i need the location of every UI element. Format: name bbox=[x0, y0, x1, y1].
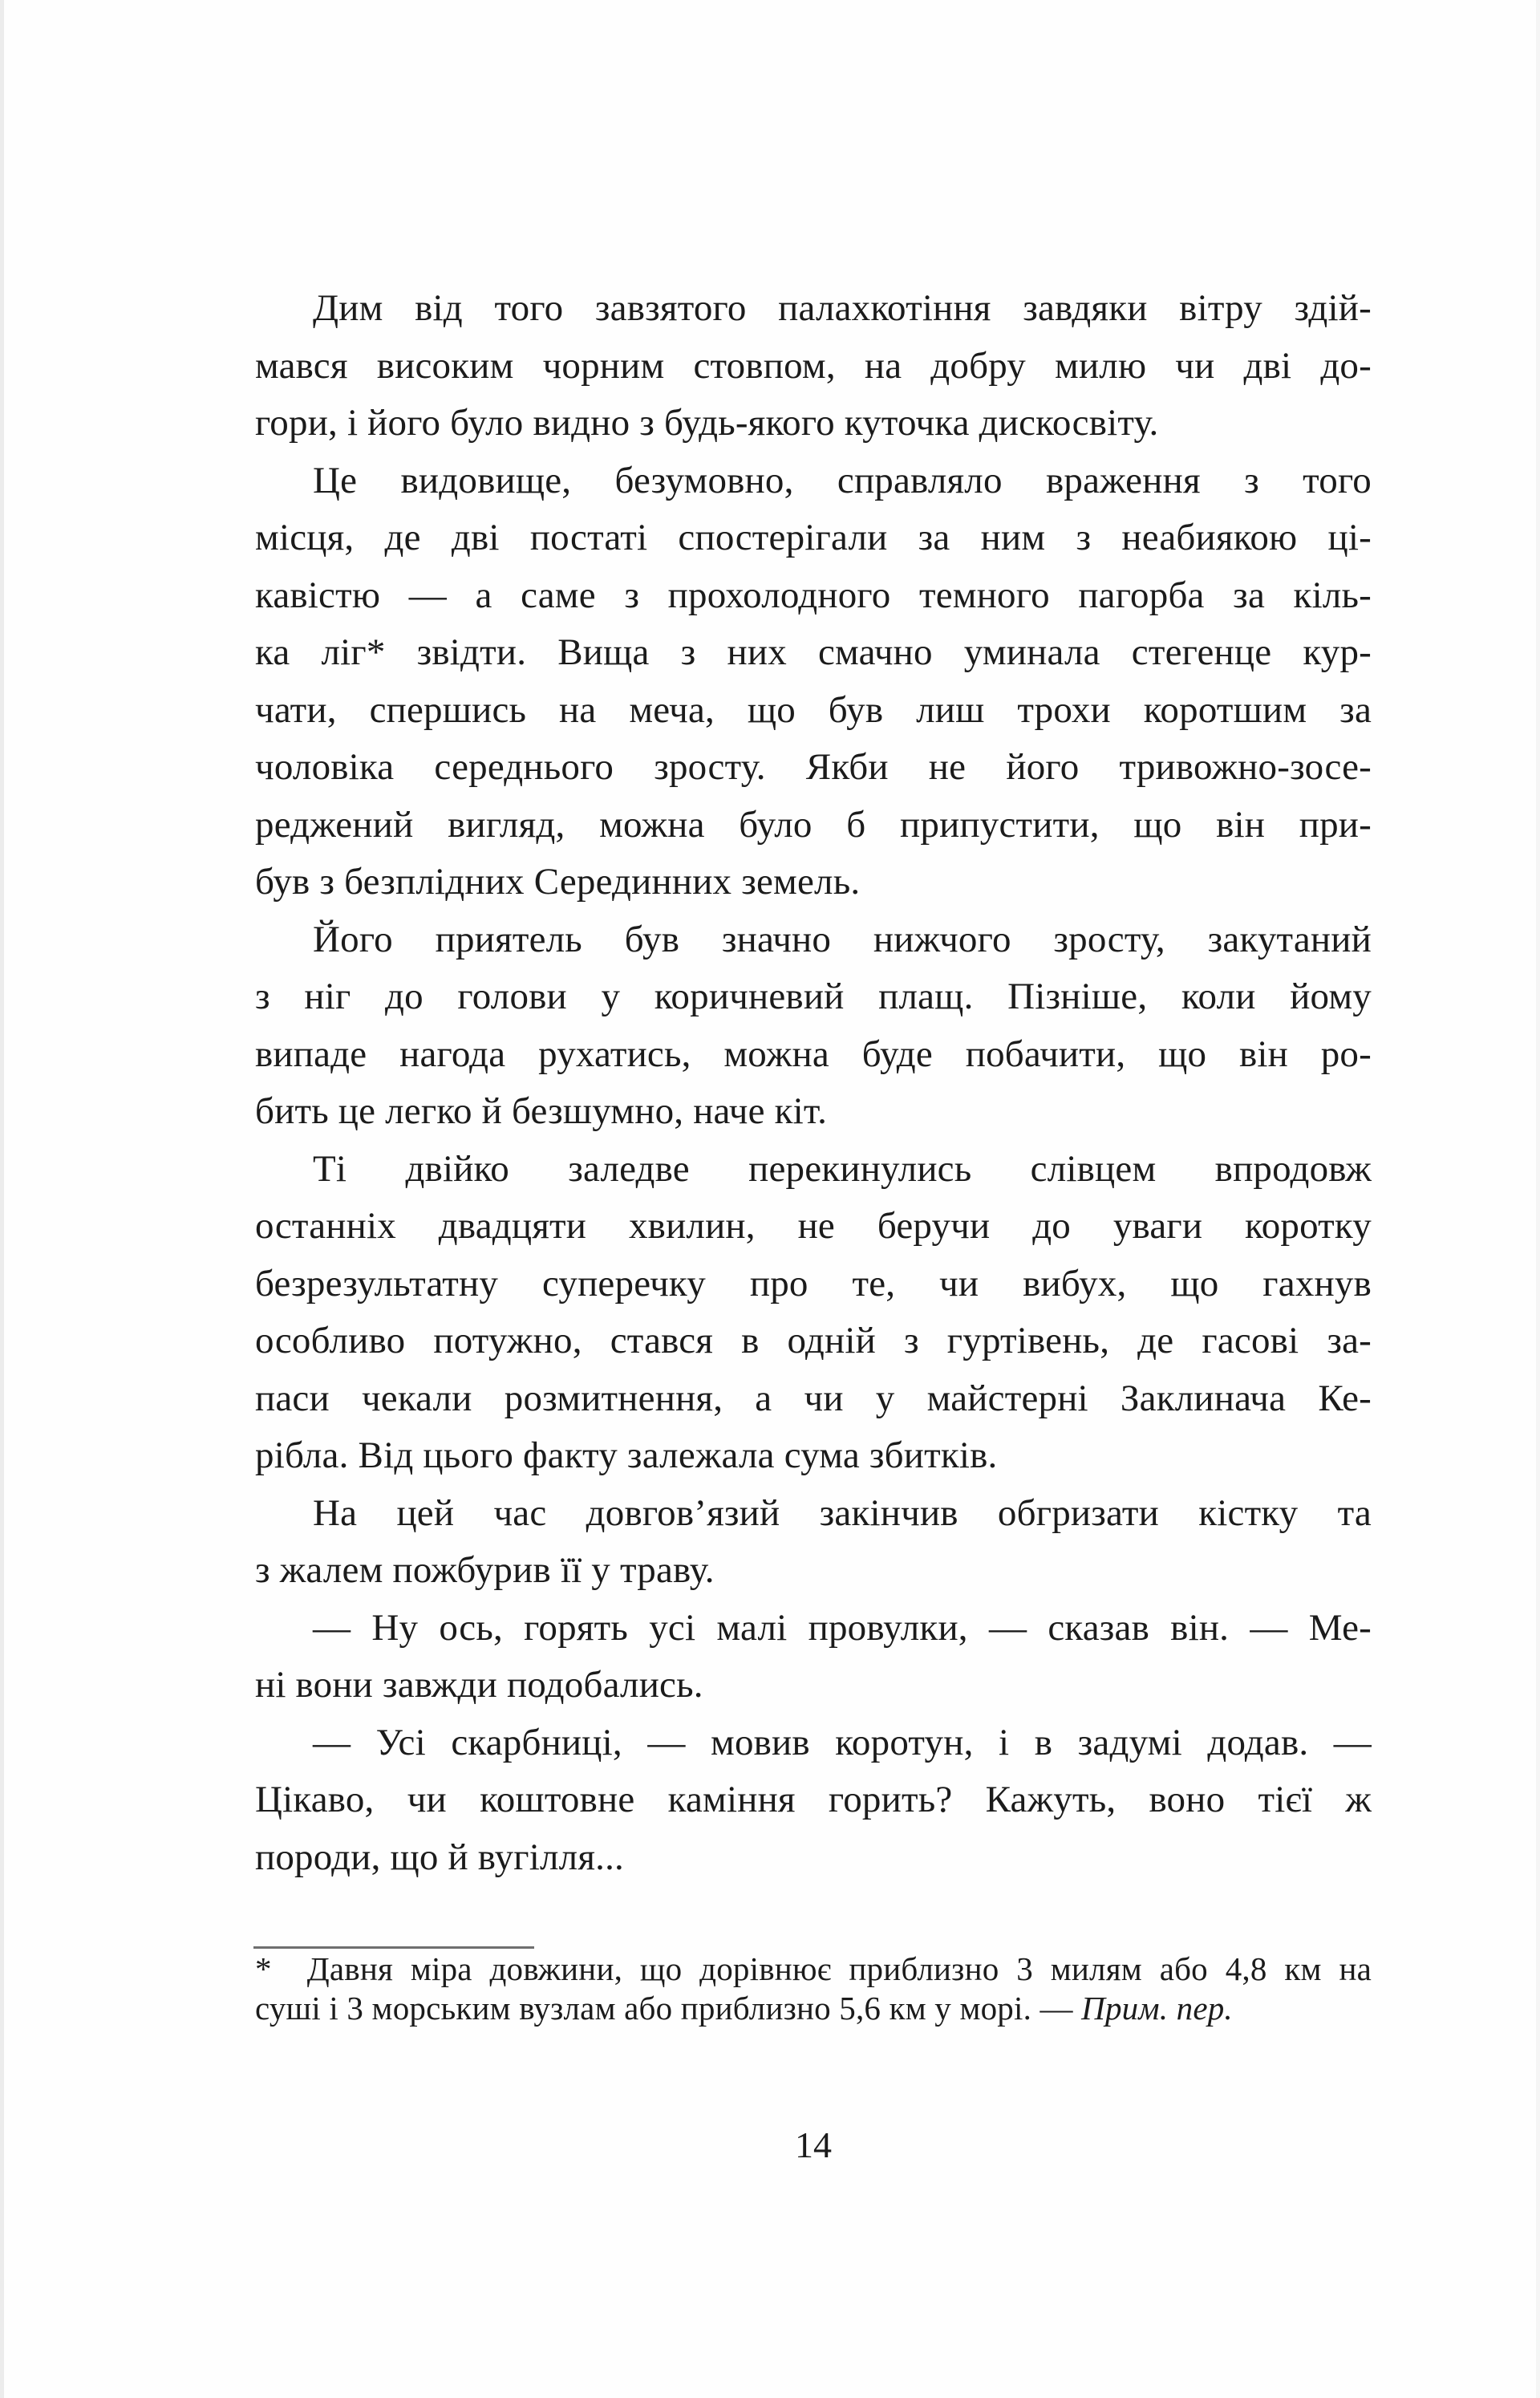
body-text bbox=[255, 280, 1372, 1886]
text-line: мався високим чорним стовпом, на добру милю чи дві до- bbox=[255, 344, 1372, 387]
page-edge-right bbox=[1536, 0, 1540, 2398]
text-line: особливо потужно, стався в одній з гуртівень, де гасові за- bbox=[255, 1320, 1372, 1361]
paragraph bbox=[255, 1141, 1372, 1485]
page-edge-left bbox=[0, 0, 4, 2398]
text-line: Цікаво, чи коштовне каміння горить? Кажуть, воно тієї ж bbox=[255, 1779, 1372, 1820]
text-line: бить це легко й безшумно, наче кіт. bbox=[255, 1090, 828, 1132]
text-line: з жалем пожбурив її у траву. bbox=[255, 1549, 715, 1591]
footnote bbox=[255, 1950, 1372, 2028]
footnote-text: Давня міра довжини, що дорівнює приблизно 3 милям або 4,8 км на bbox=[306, 1950, 1372, 1987]
text-line: безрезультатну суперечку про те, чи вибух, що гахнув bbox=[255, 1262, 1372, 1304]
text-line: Це видовище, безумовно, справляло враження з того bbox=[313, 459, 1372, 501]
text-line: ні вони завжди подобались. bbox=[255, 1664, 703, 1706]
text-line: рібла. Від цього факту залежала сума збитків. bbox=[255, 1434, 998, 1476]
text-line: чати, спершись на меча, що був лиш трохи коротшим за bbox=[255, 688, 1372, 731]
footnote-line-1 bbox=[255, 1950, 1372, 1989]
text-line: Дим від того завзятого палахкотіння завдяки вітру здій- bbox=[313, 287, 1372, 329]
footnote-marker: * bbox=[255, 1950, 272, 1987]
text-line: ка ліг* звідти. Вища з них смачно уминала стегенце кур- bbox=[255, 631, 1372, 673]
paragraph bbox=[255, 452, 1372, 911]
text-line: паси чекали розмитнення, а чи у майстерні Заклинача Ке- bbox=[255, 1377, 1372, 1419]
text-line: — Усі скарбниці, — мовив коротун, і в задумі додав. — bbox=[313, 1721, 1372, 1763]
text-line: кавістю — а саме з прохолодного темного пагорба за кіль- bbox=[255, 574, 1372, 616]
text-line: На цей час довгов’язий закінчив обгризати кістку та bbox=[313, 1491, 1372, 1534]
text-line: чоловіка середнього зросту. Якби не його тривожно-зосе- bbox=[255, 746, 1372, 788]
text-line: породи, що й вугілля... bbox=[255, 1836, 625, 1878]
paragraph bbox=[255, 1600, 1372, 1714]
paragraph bbox=[255, 1714, 1372, 1887]
text-line: гори, і його було видно з будь-якого куточка дискосвіту. bbox=[255, 402, 1159, 444]
footnote-line-2 bbox=[255, 1989, 1372, 2028]
text-line: з ніг до голови у коричневий плащ. Пізніше, коли йому bbox=[255, 976, 1372, 1017]
paragraph bbox=[255, 911, 1372, 1141]
text-line: місця, де дві постаті спостерігали за ним з неабиякою ці- bbox=[255, 517, 1372, 558]
text-line: реджений вигляд, можна було б припустити, що він при- bbox=[255, 803, 1372, 846]
footnote-separator-rule bbox=[253, 1946, 534, 1949]
text-line: Його приятель був значно нижчого зросту, закутаний bbox=[313, 918, 1372, 960]
page-number: 14 bbox=[795, 2124, 832, 2165]
text-line: випаде нагода рухатись, можна буде побачити, що він ро- bbox=[255, 1033, 1372, 1075]
paragraph bbox=[255, 280, 1372, 452]
paragraph bbox=[255, 1485, 1372, 1600]
footnote-text: суші і 3 морським вузлам або приблизно 5,6 км у морі. — bbox=[255, 1990, 1082, 2027]
text-line: останніх двадцяти хвилин, не беручи до уваги коротку bbox=[255, 1205, 1372, 1247]
text-line: Ті двійко заледве перекинулись слівцем впродовж bbox=[313, 1147, 1372, 1190]
text-line: — Ну ось, горять усі малі провулки, — сказав він. — Ме- bbox=[313, 1606, 1372, 1649]
footnote-translator-note: Прим. пер. bbox=[1081, 1990, 1233, 2027]
text-line: був з безплідних Серединних земель. bbox=[255, 861, 861, 903]
